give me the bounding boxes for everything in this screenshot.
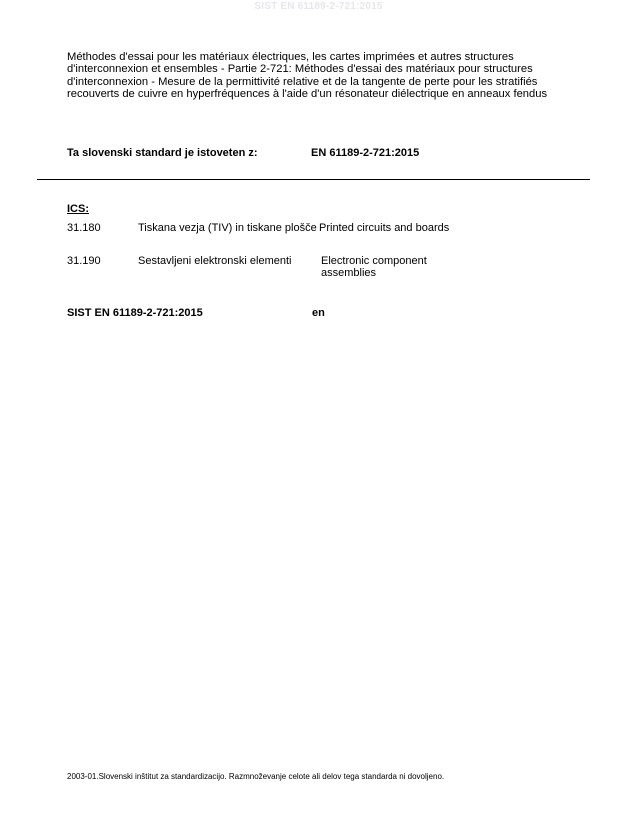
horizontal-divider (37, 179, 590, 180)
identity-row (67, 147, 420, 159)
ics-code: 31.180 (67, 222, 101, 234)
identity-label: Ta slovenski standard je istoveten z: (67, 147, 258, 159)
document-title-french: Méthodes d'essai pour les matériaux électriques, les cartes imprimées et autres structures d'interconnexion et ensembles - Partie 2-721: Méthodes d'essai des matériaux pour structures d'interconnexion - Mesure de la permittivité relative et de la tangente de perte pour les stratifiés recouverts de cuivre en hyperfréquences à l'aide d'un résonateur diélectrique en anneaux fendus (67, 51, 548, 101)
copyright-notice: 2003-01.Slovenski inštitut za standardizacijo. Razmnoževanje celote ali delov tega standarda ni dovoljeno. (67, 772, 445, 781)
standard-id: SIST EN 61189-2-721:2015 (67, 307, 203, 319)
ics-code: 31.190 (67, 255, 101, 267)
ics-heading: ICS: (67, 203, 89, 215)
ics-description-slovenian: Sestavljeni elektronski elementi (138, 255, 292, 267)
ics-description-english: Electronic component assemblies (321, 255, 427, 280)
language-code: en (312, 307, 325, 319)
ics-description-english: Printed circuits and boards (319, 222, 450, 234)
identity-value: EN 61189-2-721:2015 (311, 147, 420, 159)
watermark-standard-id: SIST EN 61189-2-721:2015 (254, 1, 383, 12)
ics-description-slovenian: Tiskana vezja (TIV) in tiskane plošče (138, 222, 317, 234)
standard-id-row (67, 307, 325, 319)
